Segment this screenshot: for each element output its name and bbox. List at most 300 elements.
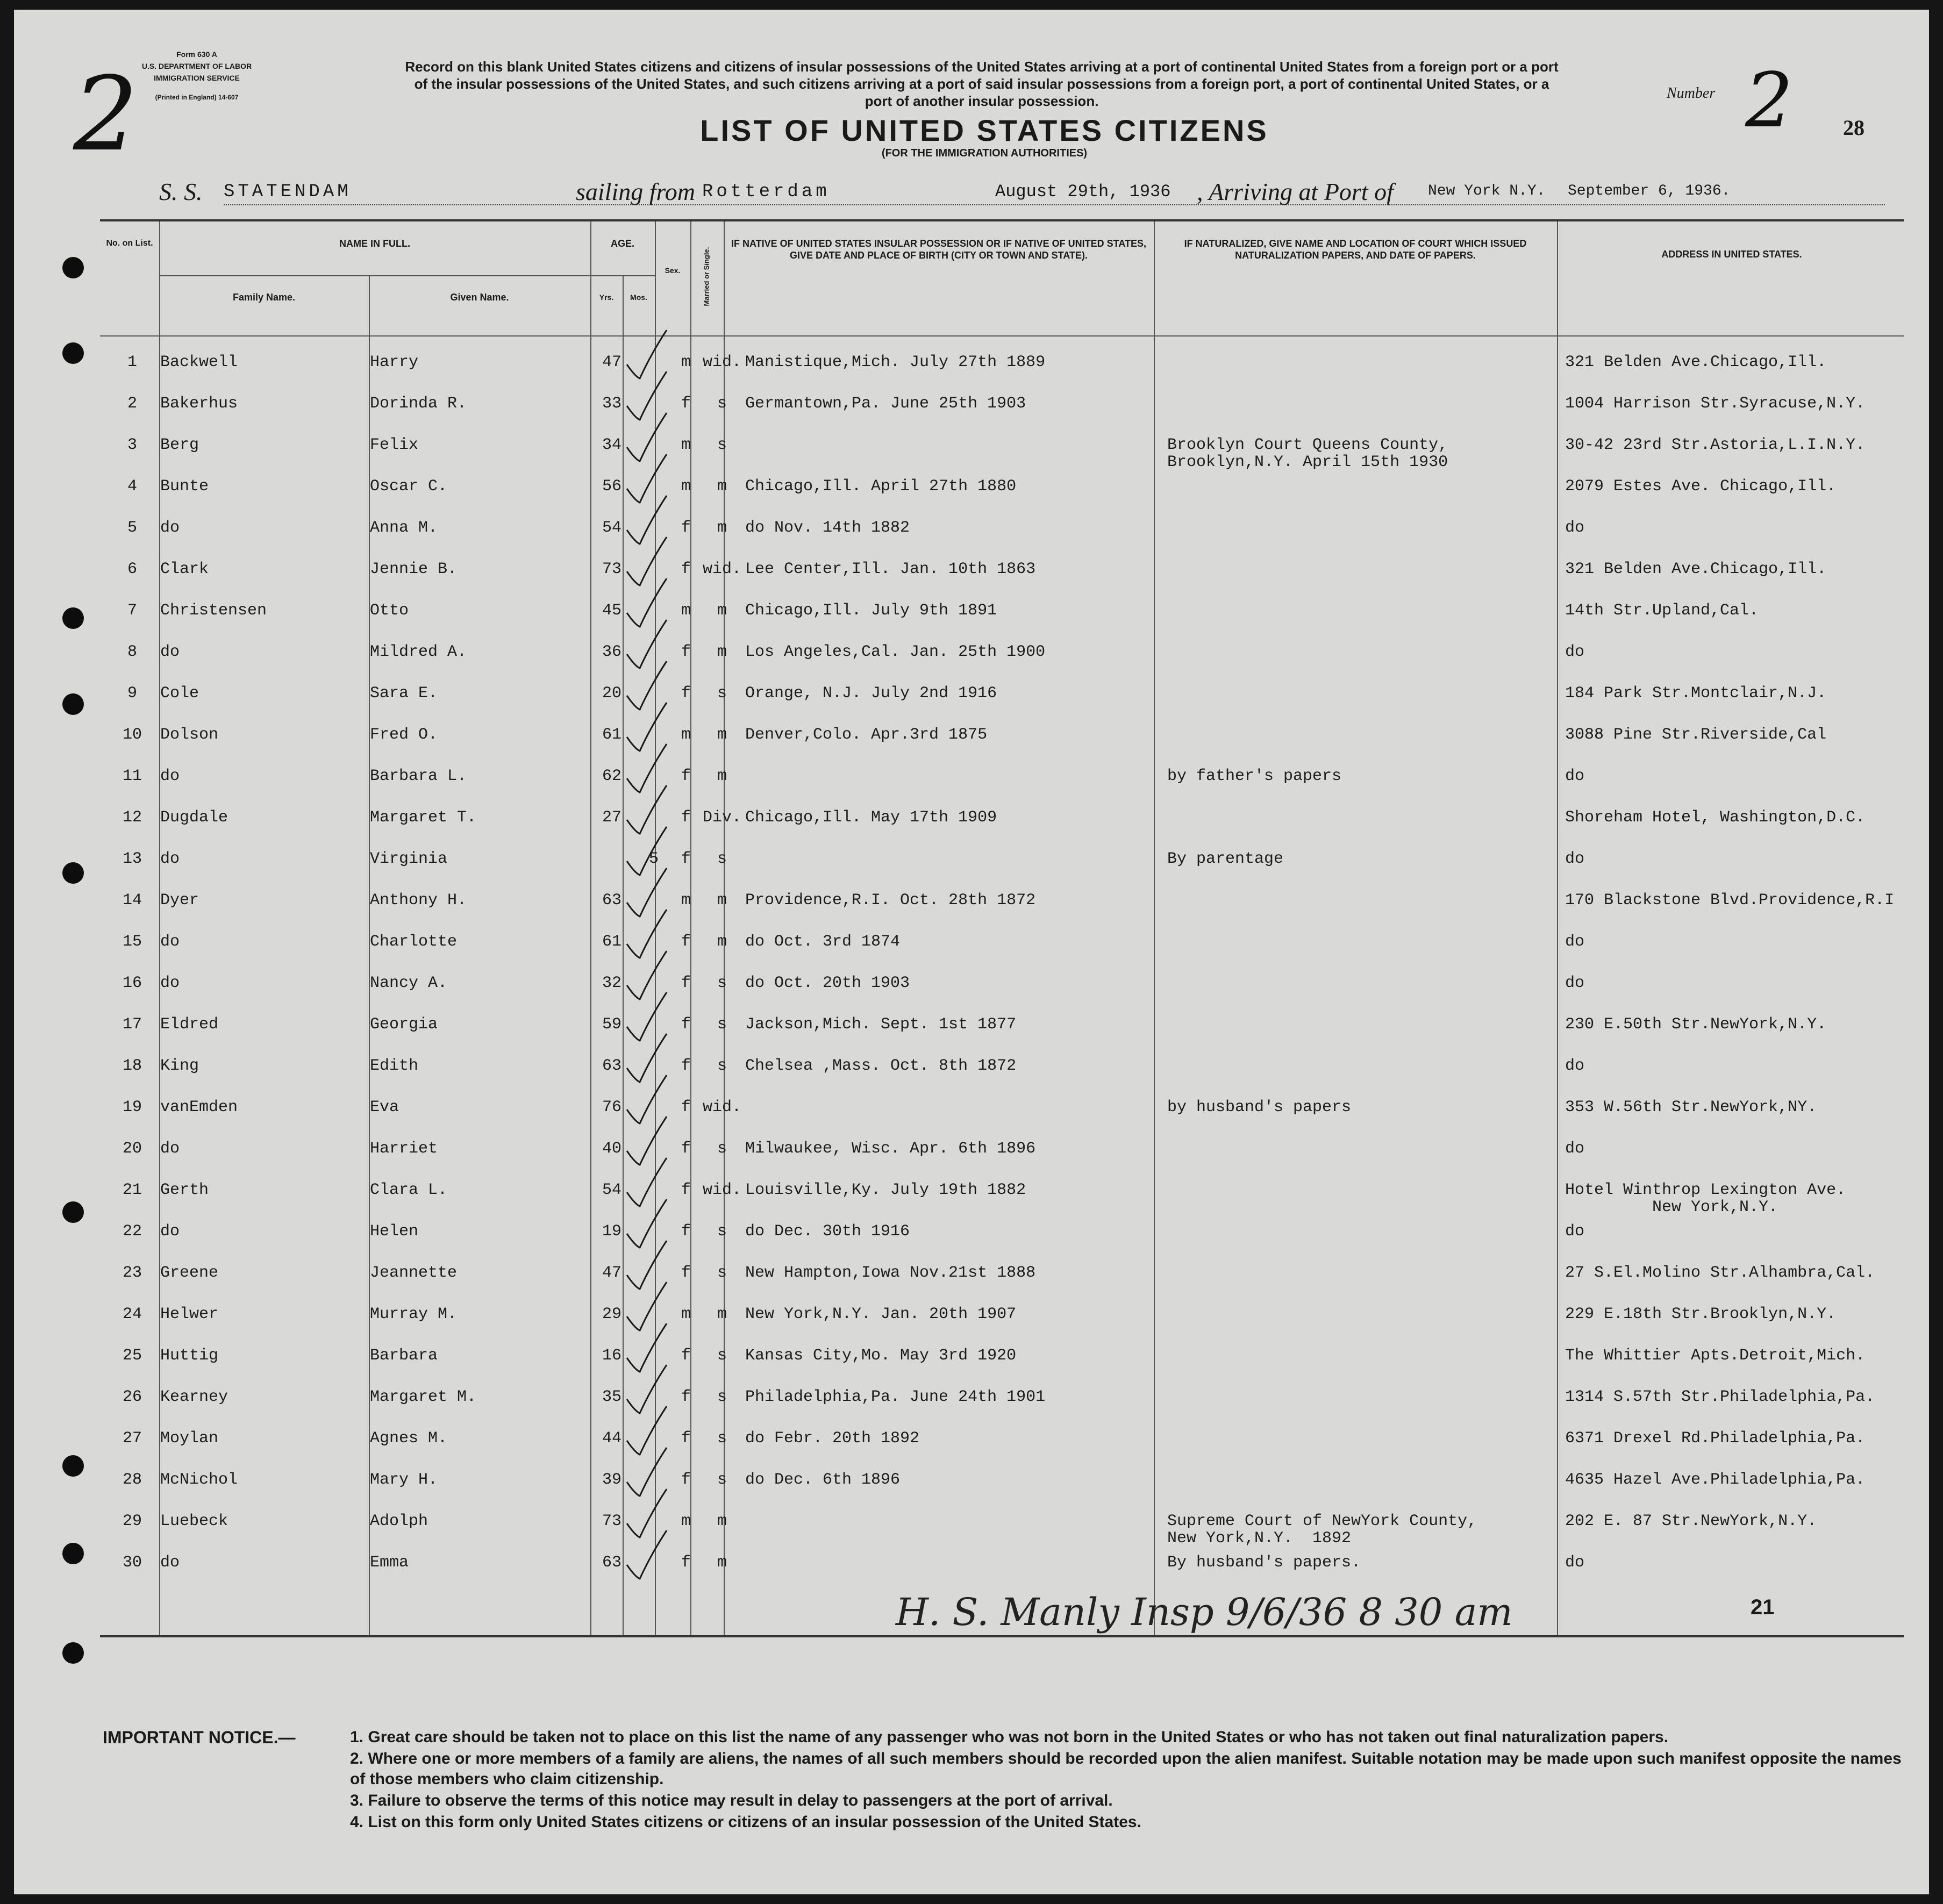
given-name: Oscar C. [370,477,448,496]
date-from: August 29th, 1936 [995,182,1171,202]
birth-info: do Febr. 20th 1892 [745,1429,920,1448]
table-row [100,922,1904,964]
sailing-underline [224,204,1885,205]
us-address: do [1565,1057,1585,1075]
sex: m [681,353,691,371]
marital-status: m [717,602,727,620]
binder-hole [62,607,84,629]
row-number: 17 [122,1015,142,1034]
table-row [100,1047,1904,1088]
sex: f [681,684,691,703]
us-address: 6371 Drexel Rd.Philadelphia,Pa. [1565,1429,1866,1448]
sex: f [681,560,691,578]
us-address: do [1565,643,1585,661]
us-address: do [1565,1554,1585,1572]
us-address: 230 E.50th Str.NewYork,N.Y. [1565,1015,1827,1034]
col-yrs: Yrs. [599,293,614,302]
binder-hole [62,257,84,278]
binder-hole [62,1642,84,1664]
table-row [100,757,1904,798]
birth-info: do Nov. 14th 1882 [745,519,910,537]
table-row [100,1129,1904,1171]
number-label: Number [1667,85,1716,102]
us-address: 229 E.18th Str.Brooklyn,N.Y. [1565,1305,1837,1323]
col-given-name: Given Name. [450,292,509,303]
port-from: Rotterdam [702,182,830,202]
binder-hole [62,693,84,715]
marital-status: s [717,1388,727,1406]
sex: f [681,974,691,992]
birth-info: Lee Center,Ill. Jan. 10th 1863 [745,560,1036,578]
given-name: Harry [370,353,419,371]
notice-item-1: 1. Great care should be taken not to place on this list the name of any passenger who was not born in the United States or who has not taken out final naturalization papers. [350,1728,1669,1746]
sex: m [681,1305,691,1323]
row-number: 23 [122,1264,142,1282]
us-address: 30-42 23rd Str.Astoria,L.I.N.Y. [1565,436,1866,454]
given-name: Mildred A. [370,643,467,661]
birth-info: New York,N.Y. Jan. 20th 1907 [745,1305,1017,1323]
birth-info: New Hampton,Iowa Nov.21st 1888 [745,1264,1036,1282]
sex: f [681,1429,691,1448]
birth-info: Chelsea ,Mass. Oct. 8th 1872 [745,1057,1017,1075]
age-years: 54 [602,1181,622,1199]
col-age: AGE. [610,238,634,249]
age-months: 5 [648,850,659,868]
given-name: Murray M. [370,1305,458,1323]
birth-info: Chicago,Ill. May 17th 1909 [745,808,997,827]
table-row [100,1336,1904,1378]
sex: f [681,1222,691,1241]
sex: f [681,519,691,537]
us-address: 321 Belden Ave.Chicago,Ill. [1565,560,1827,578]
notice-item-2: 2. Where one or more members of a family are aliens, the names of all such members should be recorded upon the alien manifest. Suitable notation may be made upon such manifest opposite the names of those members who claim citizenship. [350,1750,1902,1788]
age-years: 63 [602,891,622,910]
row-number: 13 [122,850,142,868]
us-address: 321 Belden Ave.Chicago,Ill. [1565,353,1827,371]
us-address: 4635 Hazel Ave.Philadelphia,Pa. [1565,1471,1866,1489]
sex: m [681,602,691,620]
family-name: Eldred [160,1015,219,1034]
age-years: 56 [602,477,622,496]
binder-hole [62,342,84,364]
sex: f [681,767,691,785]
check-mark-icon [622,1527,670,1581]
col-birth: IF NATIVE OF UNITED STATES INSULAR POSSESSION OR IF NATIVE OF UNITED STATES, GIVE DATE AND PLACE OF BIRTH (CITY OR TOWN AND STATE). [731,238,1147,261]
us-address: do [1565,519,1585,537]
marital-status: wid. [702,1181,741,1199]
given-name: Margaret M. [370,1388,477,1406]
age-years: 29 [602,1305,622,1323]
table-row [100,384,1904,426]
age-years: 40 [602,1140,622,1158]
row-number: 29 [122,1512,142,1530]
arriving-label: , Arriving at Port of [1197,178,1394,205]
printed-note: (Printed in England) 14-607 [155,94,239,101]
family-name: Christensen [160,602,267,620]
given-name: Otto [370,602,409,620]
us-address: 202 E. 87 Str.NewYork,N.Y. [1565,1512,1817,1530]
given-name: Margaret T. [370,808,477,827]
naturalization-info: by husband's papers [1167,1098,1352,1116]
marital-status: s [717,395,727,413]
row-number: 10 [122,726,142,744]
us-address: do [1565,933,1585,951]
family-name: King [160,1057,199,1075]
age-years: 35 [602,1388,622,1406]
table-row [100,1254,1904,1295]
us-address: 1314 S.57th Str.Philadelphia,Pa. [1565,1388,1875,1406]
marital-status: m [717,1554,727,1572]
table-row [100,633,1904,674]
inspector-signature: H. S. Manly Insp 9/6/36 8 30 am [896,1590,1513,1634]
header-instructions: Record on this blank United States citizens and citizens of insular possessions of the United States arriving at a port of continental United States from a foreign port or a port of the insular possessions of the United States, and such citizens arriving at a port of said insular possessions from a foreign port, a port of continental United States, or a port of another insular possession. [405,59,1559,109]
col-no: No. on List. [106,239,153,248]
birth-info: Orange, N.J. July 2nd 1916 [745,684,997,703]
table-row [100,343,1904,384]
age-years: 59 [602,1015,622,1034]
age-years: 47 [602,353,622,371]
family-name: do [160,1140,180,1158]
family-name: Bunte [160,477,209,496]
family-name: do [160,643,180,661]
row-number: 7 [127,602,137,620]
table-row [100,1502,1904,1548]
given-name: Barbara L. [370,767,467,785]
sex: f [681,1181,691,1199]
manifest-sheet [14,10,1929,1894]
row-number: 5 [127,519,137,537]
age-years: 73 [602,560,622,578]
marital-status: s [717,1471,727,1489]
notice-lead: IMPORTANT NOTICE.— [103,1728,296,1747]
us-address: do [1565,850,1585,868]
given-name: Jeannette [370,1264,458,1282]
family-name: do [160,1222,180,1241]
marital-status: wid. [702,560,741,578]
birth-info: Providence,R.I. Oct. 28th 1872 [745,891,1036,910]
marital-status: m [717,477,727,496]
sex: f [681,1388,691,1406]
family-name: do [160,519,180,537]
sex: f [681,850,691,868]
birth-info: Los Angeles,Cal. Jan. 25th 1900 [745,643,1046,661]
binder-hole [62,1455,84,1477]
row-number: 27 [122,1429,142,1448]
age-years: 20 [602,684,622,703]
col-address: ADDRESS IN UNITED STATES. [1661,249,1802,260]
sex: f [681,1264,691,1282]
marital-status: m [717,519,727,537]
age-years: 33 [602,395,622,413]
table-row [100,1295,1904,1336]
family-name: do [160,850,180,868]
row-number: 11 [122,767,142,785]
row-number: 28 [122,1471,142,1489]
row-number: 20 [122,1140,142,1158]
family-name: Kearney [160,1388,228,1406]
sex: f [681,1140,691,1158]
family-name: McNichol [160,1471,238,1489]
birth-info: do Dec. 30th 1916 [745,1222,910,1241]
us-address: 353 W.56th Str.NewYork,NY. [1565,1098,1817,1116]
us-address: 2079 Estes Ave. Chicago,Ill. [1565,477,1837,496]
ss-label: S. S. [159,178,203,205]
family-name: do [160,933,180,951]
marital-status: m [717,933,727,951]
sex: f [681,1471,691,1489]
age-years: 39 [602,1471,622,1489]
age-years: 32 [602,974,622,992]
naturalization-info: Supreme Court of NewYork County, New York,N.Y. 1892 [1167,1512,1477,1548]
us-address: do [1565,974,1585,992]
service-name: IMMIGRATION SERVICE [154,74,240,82]
table-row [100,426,1904,471]
table-row [100,509,1904,550]
birth-info: do Oct. 3rd 1874 [745,933,901,951]
given-name: Anthony H. [370,891,467,910]
page-reference: 28 [1843,116,1865,140]
table-row [100,1543,1904,1585]
sex: m [681,436,691,454]
age-years: 19 [602,1222,622,1241]
sex: f [681,1057,691,1075]
us-address: 14th Str.Upland,Cal. [1565,602,1759,620]
marital-status: wid. [702,353,741,371]
given-name: Harriet [370,1140,438,1158]
binder-hole [62,1543,84,1564]
marital-status: s [717,1015,727,1034]
family-name: Clark [160,560,209,578]
us-address: 27 S.El.Molino Str.Alhambra,Cal. [1565,1264,1875,1282]
given-name: Nancy A. [370,974,448,992]
family-name: Backwell [160,353,238,371]
row-number: 15 [122,933,142,951]
given-name: Mary H. [370,1471,438,1489]
page-title: LIST OF UNITED STATES CITIZENS [700,113,1269,147]
age-years: 54 [602,519,622,537]
age-years: 62 [602,767,622,785]
given-name: Anna M. [370,519,438,537]
table-row [100,1212,1904,1254]
family-name: Cole [160,684,199,703]
us-address: Hotel Winthrop Lexington Ave. New York,N.Y. [1565,1181,1846,1216]
sex: m [681,891,691,910]
naturalization-info: by father's papers [1167,767,1342,785]
marital-status: wid. [702,1098,741,1116]
given-name: Eva [370,1098,399,1116]
table-row [100,881,1904,922]
given-name: Clara L. [370,1181,448,1199]
col-name-in-full: NAME IN FULL. [339,238,410,249]
family-name: Gerth [160,1181,209,1199]
row-number: 24 [122,1305,142,1323]
marital-status: s [717,1140,727,1158]
table-row [100,964,1904,1005]
passenger-count: 21 [1751,1595,1775,1619]
family-name: do [160,1554,180,1572]
row-number: 18 [122,1057,142,1075]
family-name: Dyer [160,891,199,910]
us-address: do [1565,1222,1585,1241]
row-number: 25 [122,1347,142,1365]
sex: f [681,395,691,413]
col-sex: Sex. [665,266,681,275]
binder-hole [62,1201,84,1223]
row-number: 22 [122,1222,142,1241]
family-name: Bakerhus [160,395,238,413]
birth-info: do Dec. 6th 1896 [745,1471,901,1489]
row-number: 9 [127,684,137,703]
age-years: 63 [602,1057,622,1075]
birth-info: Germantown,Pa. June 25th 1903 [745,395,1026,413]
given-name: Charlotte [370,933,458,951]
corner-handwritten-number: 2 [73,55,138,174]
table-row [100,591,1904,633]
family-name: Huttig [160,1347,219,1365]
us-address: Shoreham Hotel, Washington,D.C. [1565,808,1866,827]
notice-item-4: 4. List on this form only United States citizens or citizens of an insular possession of the United States. [350,1813,1141,1831]
row-number: 30 [122,1554,142,1572]
form-number: Form 630 A [176,50,217,59]
age-years: 16 [602,1347,622,1365]
marital-status: m [717,643,727,661]
age-years: 61 [602,933,622,951]
marital-status: m [717,767,727,785]
binder-hole [62,862,84,884]
sex: m [681,477,691,496]
marital-status: m [717,891,727,910]
row-number: 4 [127,477,137,496]
age-years: 36 [602,643,622,661]
us-address: do [1565,767,1585,785]
given-name: Barbara [370,1347,438,1365]
age-years: 76 [602,1098,622,1116]
marital-status: Div. [702,808,741,827]
list-number: 2 [1745,57,1794,145]
family-name: Greene [160,1264,219,1282]
us-address: 3088 Pine Str.Riverside,Cal [1565,726,1827,744]
date-to: September 6, 1936. [1568,183,1731,199]
form-info-block [100,48,294,103]
age-years: 61 [602,726,622,744]
marital-status: s [717,1347,727,1365]
table-row [100,1378,1904,1419]
table-row [100,467,1904,509]
marital-status: s [717,1222,727,1241]
family-name: Moylan [160,1429,219,1448]
sailing-from-label: sailing from [576,178,695,205]
naturalization-info: By husband's papers. [1167,1554,1361,1572]
port-to: New York N.Y. [1428,183,1546,199]
age-years: 63 [602,1554,622,1572]
grid-line [590,275,655,276]
family-name: Dolson [160,726,219,744]
given-name: Dorinda R. [370,395,467,413]
sex: f [681,808,691,827]
grid-line [159,275,590,276]
naturalization-info: Brooklyn Court Queens County, Brooklyn,N.Y. April 15th 1930 [1167,436,1448,471]
table-row [100,1005,1904,1047]
row-number: 16 [122,974,142,992]
birth-info: Chicago,Ill. April 27th 1880 [745,477,1017,496]
row-number: 1 [127,353,137,371]
marital-status: s [717,684,727,703]
col-married: Married or Single. [702,247,711,306]
age-years: 73 [602,1512,622,1530]
sex: f [681,1554,691,1572]
given-name: Adolph [370,1512,428,1530]
row-number: 3 [127,436,137,454]
col-naturalized: IF NATURALIZED, GIVE NAME AND LOCATION OF COURT WHICH ISSUED NATURALIZATION PAPERS, AND DATE OF PAPERS. [1184,238,1527,261]
department-name: U.S. DEPARTMENT OF LABOR [141,62,252,70]
col-family-name: Family Name. [232,292,296,303]
given-name: Jennie B. [370,560,458,578]
notice-item-3: 3. Failure to observe the terms of this notice may result in delay to passengers at the port of arrival. [350,1792,1113,1809]
col-mos: Mos. [630,293,647,302]
given-name: Fred O. [370,726,438,744]
family-name: do [160,974,180,992]
table-row [100,550,1904,591]
us-address: 170 Blackstone Blvd.Providence,R.I [1565,891,1895,910]
given-name: Sara E. [370,684,438,703]
sex: f [681,1347,691,1365]
family-name: vanEmden [160,1098,238,1116]
age-years: 45 [602,602,622,620]
sailing-line [159,171,1826,209]
sex: f [681,933,691,951]
row-number: 26 [122,1388,142,1406]
given-name: Helen [370,1222,419,1241]
us-address: 1004 Harrison Str.Syracuse,N.Y. [1565,395,1866,413]
row-number: 21 [122,1181,142,1199]
marital-status: m [717,1512,727,1530]
marital-status: s [717,974,727,992]
age-years: 27 [602,808,622,827]
header-divider [100,335,1904,337]
given-name: Georgia [370,1015,438,1034]
sex: f [681,1015,691,1034]
given-name: Agnes M. [370,1429,448,1448]
naturalization-info: By parentage [1167,850,1284,868]
row-number: 6 [127,560,137,578]
us-address: 184 Park Str.Montclair,N.J. [1565,684,1827,703]
marital-status: s [717,1429,727,1448]
marital-status: s [717,436,727,454]
sex: m [681,1512,691,1530]
family-name: Helwer [160,1305,219,1323]
birth-info: Jackson,Mich. Sept. 1st 1877 [745,1015,1017,1034]
birth-info: Philadelphia,Pa. June 24th 1901 [745,1388,1046,1406]
row-number: 12 [122,808,142,827]
table-row [100,1419,1904,1461]
given-name: Edith [370,1057,419,1075]
row-number: 14 [122,891,142,910]
page-subtitle: (FOR THE IMMIGRATION AUTHORITIES) [881,147,1088,159]
age-years: 47 [602,1264,622,1282]
sex: f [681,643,691,661]
table-row [100,715,1904,757]
row-number: 19 [122,1098,142,1116]
birth-info: do Oct. 20th 1903 [745,974,910,992]
table-row [100,1461,1904,1502]
family-name: Dugdale [160,808,228,827]
table-row [100,798,1904,840]
us-address: do [1565,1140,1585,1158]
birth-info: Louisville,Ky. July 19th 1882 [745,1181,1026,1199]
table-row [100,674,1904,715]
table-row [100,1088,1904,1129]
birth-info: Denver,Colo. Apr.3rd 1875 [745,726,988,744]
